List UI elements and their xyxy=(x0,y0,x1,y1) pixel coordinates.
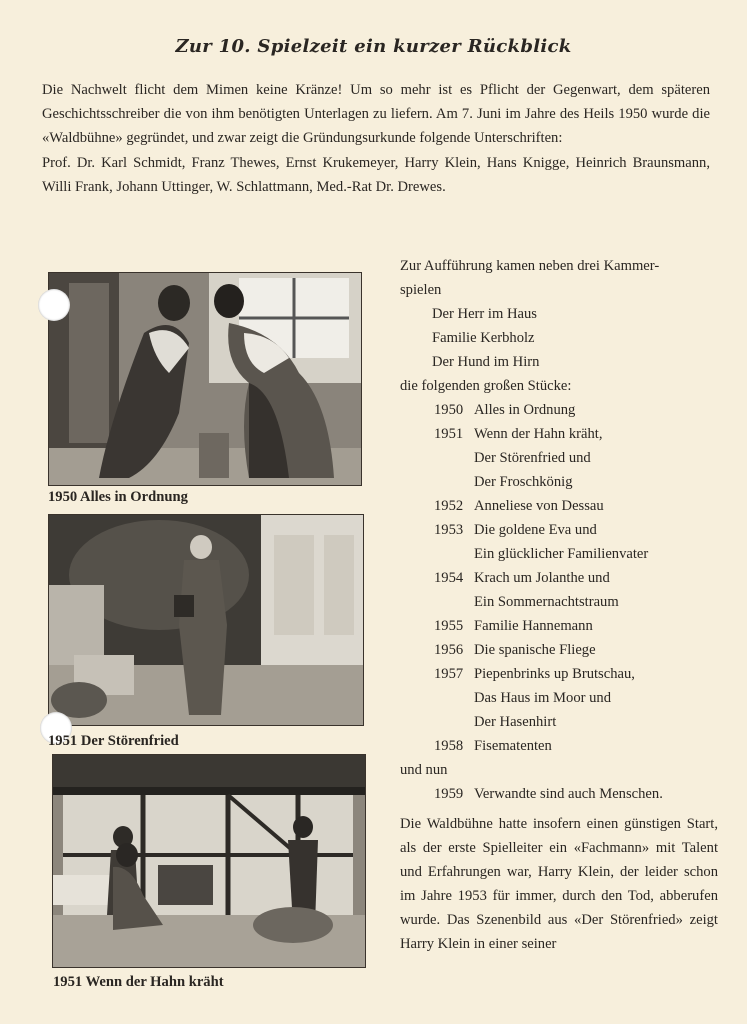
major-plays-intro: die folgenden großen Stücke: xyxy=(400,378,572,394)
play-year: 1954 xyxy=(434,570,464,586)
photo-caption: 1950 Alles in Ordnung xyxy=(48,489,188,505)
play-title: Der Froschkönig xyxy=(474,474,573,490)
play-list-item xyxy=(400,638,718,662)
play-list-item xyxy=(400,590,718,614)
photo-alles-in-ordnung xyxy=(48,272,362,486)
play-list-item xyxy=(400,734,718,758)
play-year: 1950 xyxy=(434,402,464,418)
play-title: Alles in Ordnung xyxy=(474,402,576,418)
play-title: Wenn der Hahn kräht, xyxy=(474,426,603,442)
play-title: Die goldene Eva und xyxy=(474,522,597,538)
play-title: Familie Hannemann xyxy=(474,618,593,634)
play-list-item xyxy=(400,518,718,542)
play-year: 1959 xyxy=(434,786,464,802)
play-list-item xyxy=(400,446,718,470)
play-title: Ein Sommernachtstraum xyxy=(474,594,619,610)
photo-caption: 1951 Wenn der Hahn kräht xyxy=(53,974,224,990)
chamber-play-item: Familie Kerbholz xyxy=(432,330,535,346)
play-title: Der Hasenhirt xyxy=(474,714,557,730)
page-title: Zur 10. Spielzeit ein kurzer Rückblick xyxy=(175,36,572,57)
play-year: 1951 xyxy=(434,426,464,442)
play-title: Piepenbrinks up Brutschau, xyxy=(474,666,635,682)
play-year: 1953 xyxy=(434,522,464,538)
play-year: 1952 xyxy=(434,498,464,514)
photo-wenn-der-hahn-kraeht xyxy=(52,754,366,968)
play-title: Fisematenten xyxy=(474,738,552,754)
signatories-paragraph: Prof. Dr. Karl Schmidt, Franz Thewes, Ernst Krukemeyer, Harry Klein, Hans Knigge, Heinrich Braunsmann, Willi Frank, Johann Uttinger, W. Schlattmann, Med.-Rat Dr. Drewes. xyxy=(42,154,710,195)
und-nun-line: und nun xyxy=(400,762,448,778)
play-year: 1957 xyxy=(434,666,464,682)
intro-text xyxy=(42,78,710,199)
photo-caption: 1951 Der Störenfried xyxy=(48,733,179,749)
play-list-item xyxy=(400,614,718,638)
play-title: Der Störenfried und xyxy=(474,450,591,466)
major-plays-list xyxy=(400,398,718,758)
play-title: Das Haus im Moor und xyxy=(474,690,612,706)
play-list-item xyxy=(400,662,718,686)
play-title: Die spanische Fliege xyxy=(474,642,596,658)
performances-column xyxy=(400,254,718,956)
play-list-item xyxy=(400,542,718,566)
play-list-item xyxy=(400,398,718,422)
play-list-item xyxy=(400,710,718,734)
photo-der-stoerenfried xyxy=(48,514,364,726)
play-title: Anneliese von Dessau xyxy=(474,498,604,514)
play-year: 1955 xyxy=(434,618,464,634)
intro-paragraph: Die Nachwelt flicht dem Mimen keine Kränze! Um so mehr ist es Pflicht der Gegenwart, dem späteren Geschichtsschreiber die von ihm benötigten Unterlagen zu liefern. Am 7. Juni im Jahre des Heils 1950 wurde die «Waldbühne» gegründet, und zwar zeigt die Gründungsurkunde folgende Unterschriften: xyxy=(42,82,710,147)
play-title: Ein glücklicher Familienvater xyxy=(474,546,649,562)
punch-hole xyxy=(38,289,70,321)
play-year: 1958 xyxy=(434,738,464,754)
chamber-plays-list xyxy=(400,302,718,374)
play-title: Krach um Jolanthe und xyxy=(474,570,610,586)
final-play xyxy=(400,782,718,806)
closing-paragraph: Die Waldbühne hatte insofern einen günstigen Start, als der erste Spielleiter ein «Fachmann» mit Talent und Erfahrungen war, Harry Klein, der leider schon im Jahre 1953 für immer, durch den Tod, abberufen wurde. Das Szenenbild aus «Der Störenfried» zeigt Harry Klein in einer seiner xyxy=(400,816,718,952)
play-list-item xyxy=(400,470,718,494)
play-list-item xyxy=(400,494,718,518)
play-list-item xyxy=(400,686,718,710)
performances-intro: Zur Aufführung kamen neben drei Kammer- xyxy=(400,258,660,274)
chamber-play-item: Der Herr im Haus xyxy=(432,306,537,322)
performances-intro-cont: spielen xyxy=(400,282,442,298)
play-year: 1956 xyxy=(434,642,464,658)
chamber-play-item: Der Hund im Hirn xyxy=(432,354,540,370)
play-title: Verwandte sind auch Menschen. xyxy=(474,786,663,802)
play-list-item xyxy=(400,422,718,446)
play-list-item xyxy=(400,566,718,590)
